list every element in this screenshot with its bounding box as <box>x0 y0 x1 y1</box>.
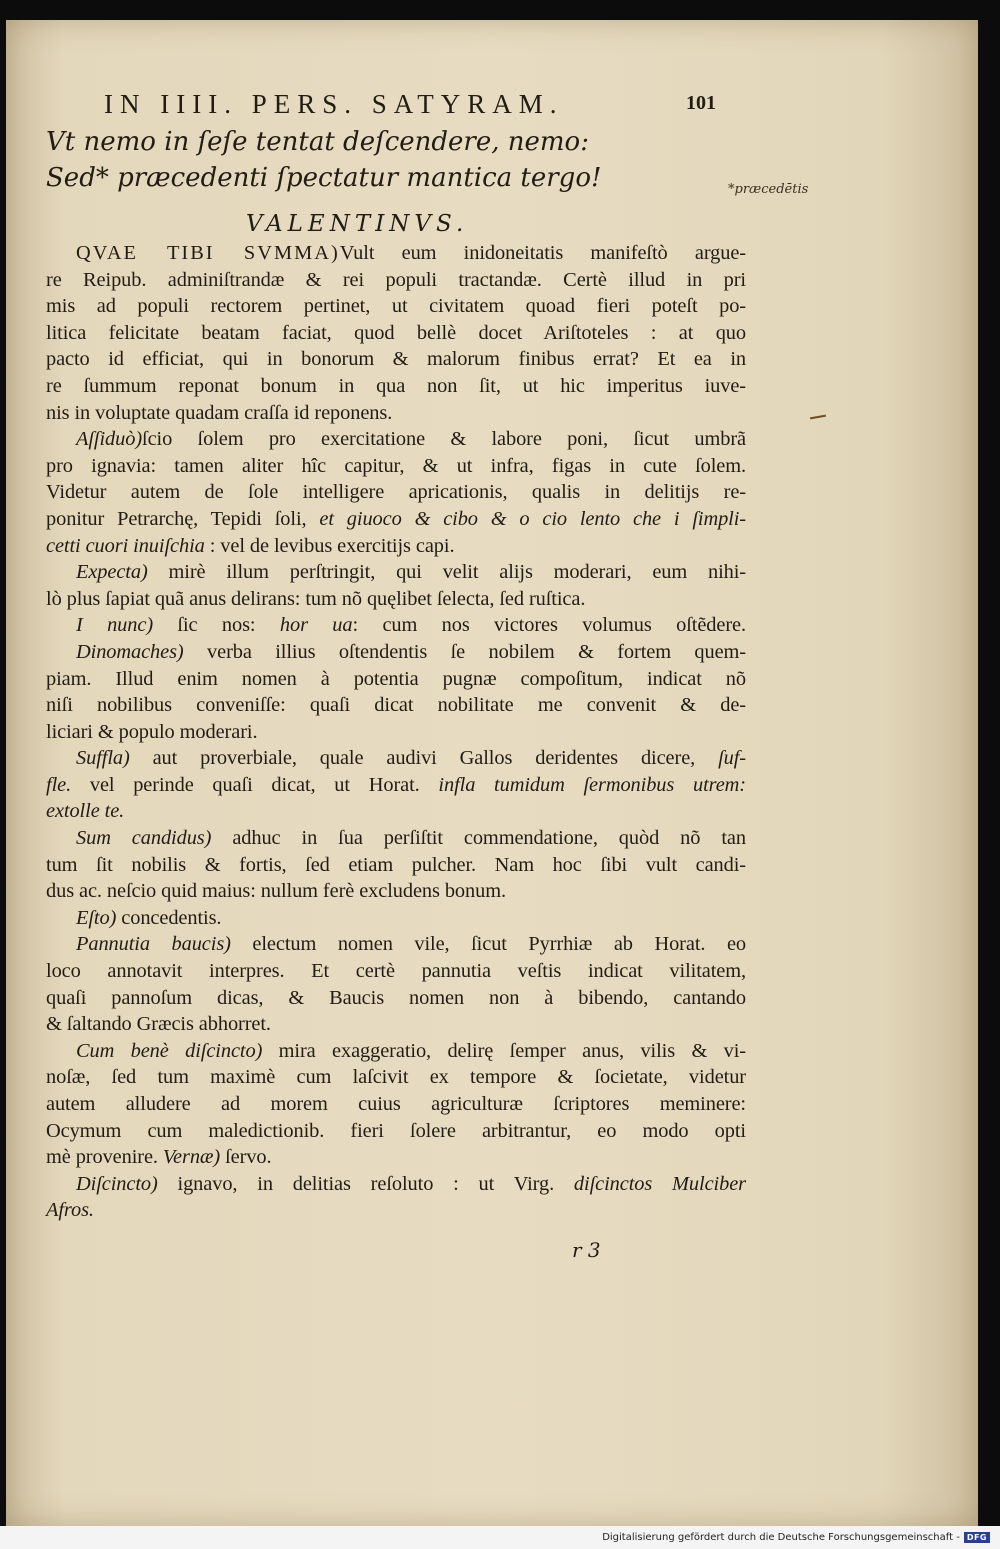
commentary-line <box>46 1197 746 1224</box>
text-run: litica felicitate beatam faciat, quod bellè docet Ariſtoteles : at quo <box>46 321 746 344</box>
commentary-line <box>46 346 746 373</box>
text-run: Vernæ) <box>157 1146 221 1169</box>
lemma: Cum benè diſcincto) <box>76 1039 263 1062</box>
lemma: Pannutia baucis) <box>76 933 231 956</box>
lemma: Diſcincto) <box>76 1172 158 1195</box>
commentary-line <box>46 453 746 480</box>
commentary-line <box>46 878 746 905</box>
text-run: electum nomen vile, ſicut Pyrrhiæ ab Horat. eo <box>230 933 746 956</box>
commentary <box>46 240 746 1224</box>
commentary-line <box>46 1171 746 1198</box>
text-run: dus ac. neſcio quid maius: nullum ferè excludens bonum. <box>46 880 506 903</box>
footer <box>0 1526 1000 1549</box>
text-run: piam. Illud enim nomen à potentia pugnæ compoſitum, indicat nõ <box>46 667 746 690</box>
commentary-line <box>46 506 746 533</box>
text-run: verba illius oſtendentis ſe nobilem & fortem quem- <box>183 640 746 663</box>
commentary-line <box>46 1118 746 1145</box>
footer-credit: Digitalisierung gefördert durch die Deutsche Forschungsgemeinschaft - <box>602 1532 960 1543</box>
lemma: Dinomaches) <box>76 640 184 663</box>
text-run: mira exaggeratio, delirę ſemper anus, vilis & vi- <box>262 1039 746 1062</box>
verse-line: Sed* præcedenti ſpectatur mantica tergo! <box>46 163 602 193</box>
text-run: Afros. <box>46 1199 94 1222</box>
commentary-line <box>46 267 746 294</box>
text-run: loco annotavit interpres. Et certè pannutia veſtis indicat vilitatem, <box>46 960 746 983</box>
text-run: tum ſit nobilis & fortis, ſed etiam pulcher. Nam hoc ſibi vult candi- <box>46 853 746 876</box>
text-run: vel perinde quaſi dicat, ut Horat. <box>71 773 420 796</box>
commentary-line <box>46 852 746 879</box>
lemma: Aſſiduò) <box>76 428 143 451</box>
text-run: Ocymum cum maledictionib. fieri ſolere arbitrantur, eo modo opti <box>46 1119 746 1142</box>
lemma: QVAE TIBI SVMMA) <box>76 242 340 264</box>
commentary-line <box>46 666 746 693</box>
commentary-line <box>46 719 746 746</box>
commentary-line <box>46 985 746 1012</box>
text-run: autem alludere ad morem cuius agriculturæ ſcriptores meminere: <box>46 1093 746 1115</box>
lemma: Eſto) <box>76 906 117 929</box>
text-run: & ſaltando Græcis abhorret. <box>46 1013 271 1036</box>
commentary-line <box>46 559 746 586</box>
text-run: ſervo. <box>220 1146 272 1169</box>
commentary-line <box>46 905 746 932</box>
section-title: VALENTINVS. <box>246 211 469 237</box>
text-run: extolle te. <box>46 800 125 823</box>
commentary-line <box>46 1011 746 1038</box>
text-run: et giuoco & cibo & o cio lento che i ſimpli- <box>306 507 746 530</box>
lemma: Suffla) <box>76 747 130 770</box>
text-run: mirè illum perſtringit, qui velit alijs moderari, eum nihi- <box>147 561 746 584</box>
commentary-line <box>46 692 746 719</box>
text-block <box>46 84 746 1224</box>
text-run: adhuc in ſua perſiſtit commendatione, quòd nõ tan <box>211 827 746 850</box>
commentary-line <box>46 320 746 347</box>
commentary-line <box>46 1144 746 1171</box>
signature-mark: r 3 <box>572 1238 601 1262</box>
commentary-line <box>46 373 746 400</box>
dfg-logo-badge: DFG <box>964 1532 990 1543</box>
text-run: quaſi pannoſum dicas, & Baucis nomen non à bibendo, cantando <box>46 986 746 1009</box>
text-run: ponitur Petrarchę, Tepidi ſoli, <box>46 507 307 530</box>
text-run: niſi nobilibus conveniſſe: quaſi dicat nobilitate me convenit & de- <box>46 694 746 717</box>
commentary-line <box>46 293 746 320</box>
text-run: re Reipub. adminiſtrandæ & rei populi tractandæ. Certè illud in pri <box>46 268 746 291</box>
text-run: Videtur autem de ſole intelligere apricationis, qualis in delitijs re- <box>46 481 746 504</box>
text-run: infla tumidum ſermonibus utrem: <box>419 773 746 796</box>
text-run: ignavo, in delitias reſoluto : ut Virg. <box>157 1172 555 1195</box>
text-run: : vel de levibus exercitijs capi. <box>204 534 455 557</box>
text-run: mè provenire. <box>46 1146 158 1169</box>
commentary-line <box>46 426 746 453</box>
marginal-note: *præcedētis <box>728 182 809 197</box>
commentary-line <box>46 825 746 852</box>
commentary-line <box>46 798 746 825</box>
text-run: ſcio ſolem pro exercitatione & labore poni, ſicut umbrã <box>142 428 746 451</box>
commentary-line <box>46 772 746 799</box>
lemma: Expecta) <box>76 561 148 584</box>
lemma: Sum candidus) <box>76 827 212 850</box>
text-run: diſcinctos Mulciber <box>554 1172 746 1195</box>
commentary-line <box>46 400 746 427</box>
commentary-line <box>46 1064 746 1091</box>
running-title: IN IIII. PERS. SATYRAM. <box>104 89 564 119</box>
text-run: Vult eum inidoneitatis manifeſtò argue- <box>339 242 746 264</box>
text-run: noſæ, ſed tum maximè cum laſcivit ex tempore & ſocietate, videtur <box>46 1066 746 1089</box>
text-run: mis ad populi rectorem pertinet, ut civitatem quoad fieri poteſt po- <box>46 295 746 318</box>
text-run: cetti cuori inuiſchia <box>46 534 205 557</box>
commentary-line <box>46 958 746 985</box>
commentary-line <box>46 586 746 613</box>
book-page <box>6 20 978 1526</box>
text-run: nis in voluptate quadam craſſa id reponens. <box>46 401 393 424</box>
text-run: hor ua <box>255 614 353 637</box>
lemma: I nunc) <box>76 614 154 637</box>
commentary-line <box>46 479 746 506</box>
text-run: pro ignavia: tamen aliter hîc capitur, & ut infra, figas in cute ſolem. <box>46 454 746 477</box>
commentary-line <box>46 639 746 666</box>
text-run: liciari & populo moderari. <box>46 720 258 743</box>
verse-line: Vt nemo in ſeſe tentat deſcendere, nemo: <box>46 127 589 157</box>
text-run: fle. <box>46 773 72 796</box>
text-run: pacto id efficiat, qui in bonorum & malorum finibus errat? Et ea in <box>46 348 746 371</box>
text-run: : cum nos victores volumus oſtẽdere. <box>352 614 746 637</box>
commentary-line <box>46 1038 746 1065</box>
commentary-line <box>46 612 746 639</box>
ink-mark <box>810 415 826 420</box>
commentary-line <box>46 533 746 560</box>
text-run: concedentis. <box>116 906 222 929</box>
page-number: 101 <box>686 92 716 114</box>
commentary-line <box>46 745 746 772</box>
commentary-line <box>46 931 746 958</box>
text-run: aut proverbiale, quale audivi Gallos deridentes dicere, <box>129 747 696 770</box>
commentary-line <box>46 1091 746 1118</box>
text-run: ſuf- <box>695 747 746 770</box>
text-run: ſic nos: <box>153 614 256 637</box>
text-run: re ſummum reponat bonum in qua non ſit, ut hic imperitus iuve- <box>46 374 746 397</box>
commentary-line <box>46 240 746 267</box>
text-run: lò plus ſapiat quã anus delirans: tum nõ quęlibet ſelecta, ſed ruſtica. <box>46 587 586 610</box>
